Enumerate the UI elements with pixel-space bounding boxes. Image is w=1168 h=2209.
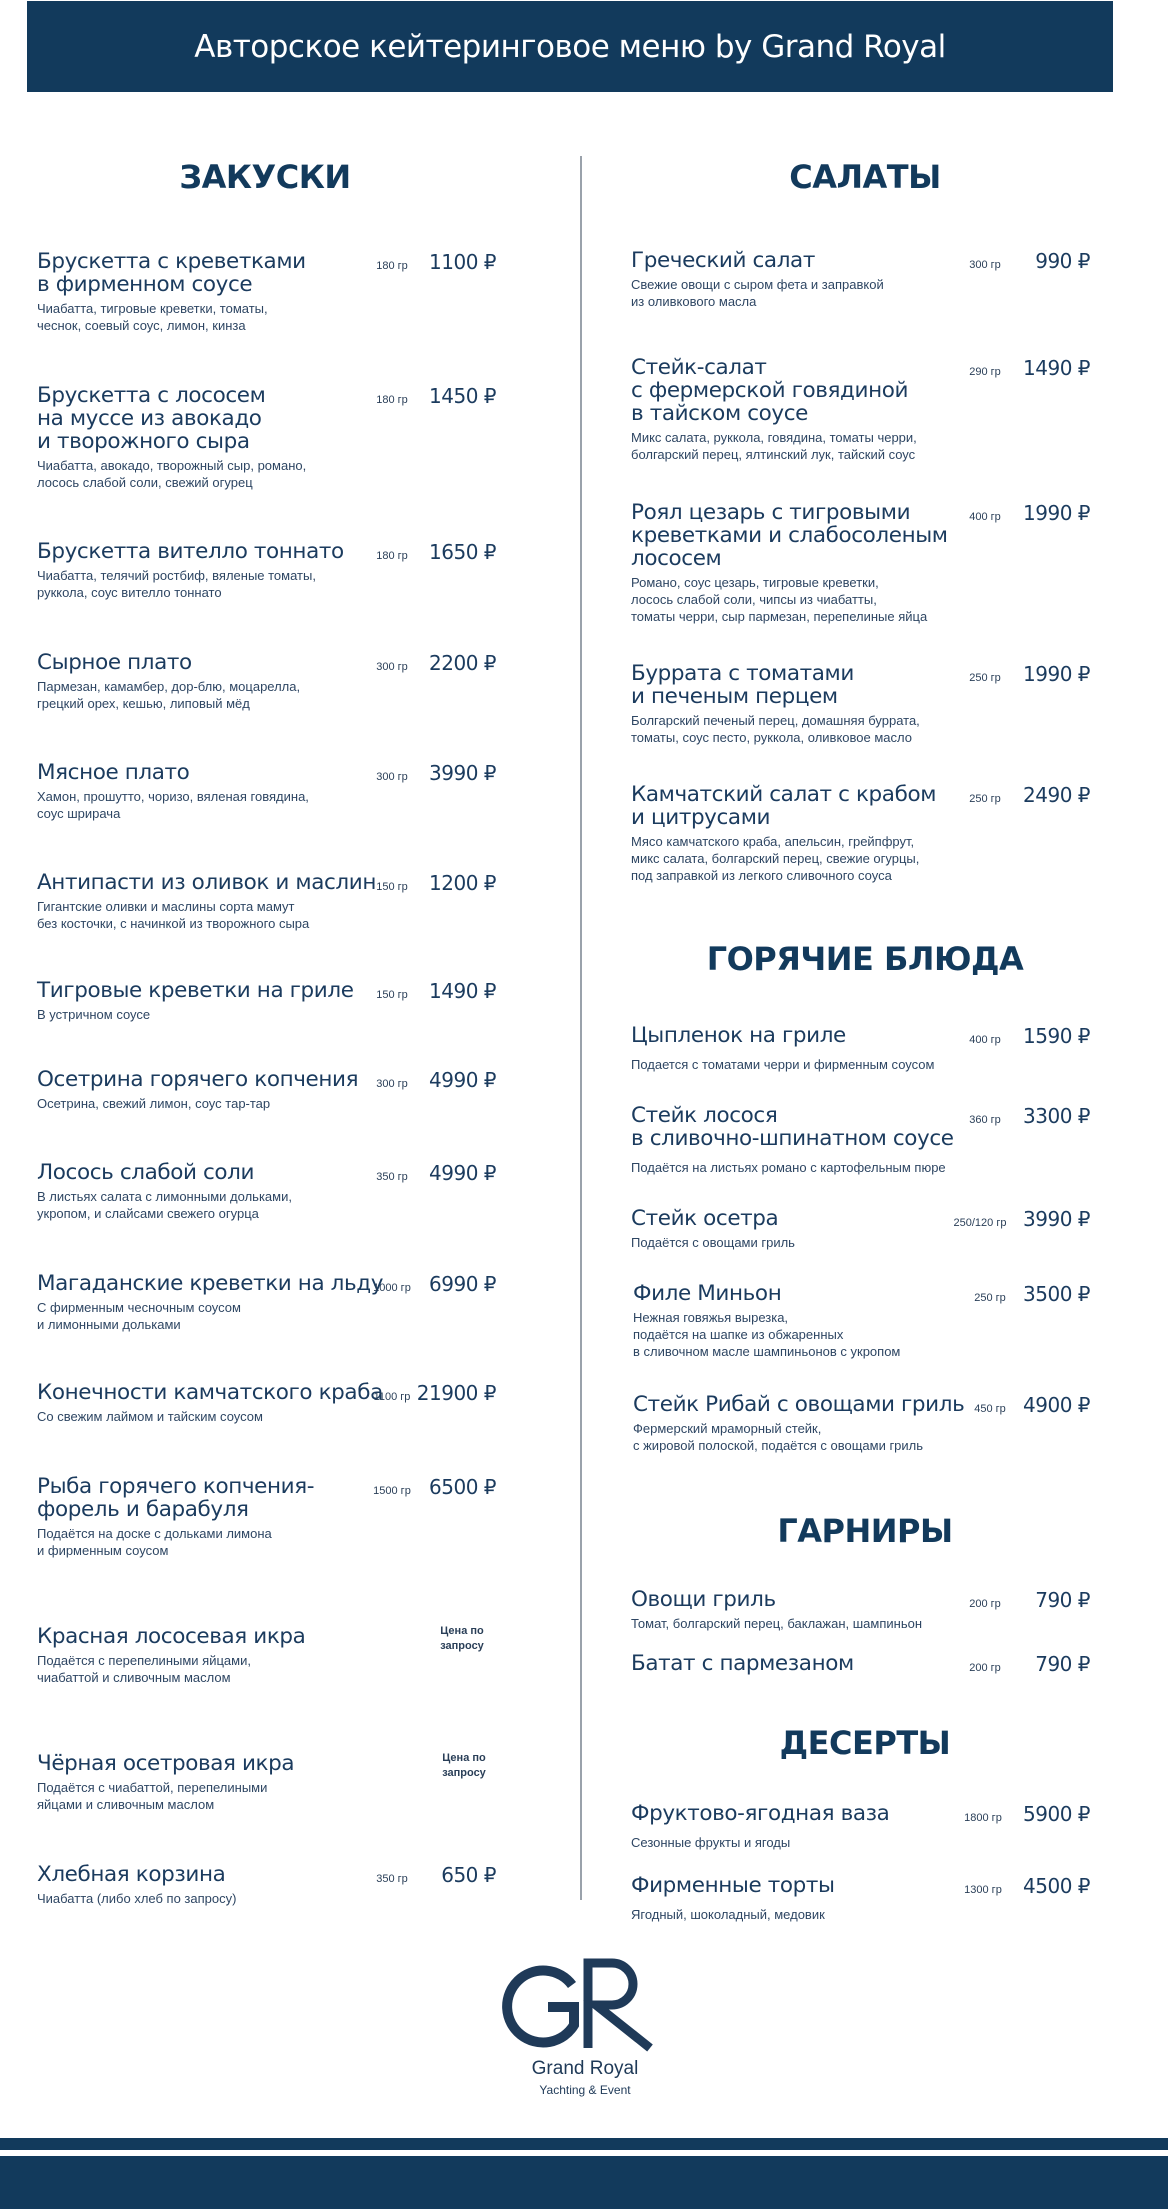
item-description: Чиабатта, тигровые креветки, томаты, чеснок, соевый соус, лимон, кинза <box>37 301 268 333</box>
item-weight: 350 гр <box>376 1171 408 1183</box>
grand-royal-logo <box>500 1955 670 2105</box>
item-name: Стейк осетра <box>631 1206 779 1231</box>
item-weight: 150 гр <box>376 989 408 1001</box>
item-name: Брускетта с лососем на муссе из авокадо и творожного сыра <box>37 383 266 454</box>
menu-item <box>631 249 884 310</box>
item-price: 6500 ₽ <box>429 1475 496 1499</box>
item-name: Роял цезарь с тигровыми креветками и слабосоленым лососем <box>631 500 948 571</box>
item-weight: 1300 гр <box>964 1884 1002 1896</box>
footer-stripe <box>0 2138 1168 2150</box>
item-price: 2490 ₽ <box>1023 783 1090 807</box>
item-name: Тигровые креветки на гриле <box>37 978 354 1003</box>
item-description: Микс салата, руккола, говядина, томаты черри, болгарский перец, ялтинский лук, тайский соус <box>631 430 917 462</box>
menu-item <box>631 1874 835 1923</box>
item-description: Подаётся на доске с дольками лимона и фирменным соусом <box>37 1526 272 1558</box>
item-weight: 150 гр <box>376 881 408 893</box>
item-weight: 300 гр <box>376 771 408 783</box>
item-description: Мясо камчатского краба, апельсин, грейпфрут, микс салата, болгарский перец, свежие огурцы, под заправкой из легкого сливочного соуса <box>631 834 920 883</box>
footer-band <box>0 2156 1168 2209</box>
item-weight: 1000 гр <box>373 1282 411 1294</box>
item-price: 1990 ₽ <box>1023 662 1090 686</box>
menu-item <box>37 1068 358 1112</box>
item-weight: 300 гр <box>376 1078 408 1090</box>
item-price: 3990 ₽ <box>429 761 496 785</box>
item-weight: 300 гр <box>376 661 408 673</box>
item-description: Чиабатта, авокадо, творожный сыр, романо, лосось слабой соли, свежий огурец <box>37 458 307 490</box>
item-weight: 250 гр <box>969 793 1001 805</box>
item-name: Мясное плато <box>37 760 190 785</box>
item-description: Романо, соус цезарь, тигровые креветки, лосось слабой соли, чипсы из чиабатты, томаты черри, сыр пармезан, перепелиные яйца <box>631 575 928 624</box>
item-price: 3300 ₽ <box>1023 1104 1090 1128</box>
item-price-on-request: Цена по запросу <box>442 1752 486 1779</box>
menu-item <box>631 1652 854 1675</box>
menu-item <box>631 1104 954 1176</box>
item-description: Подаётся с чиабаттой, перепелиными яйцами и сливочным маслом <box>37 1780 268 1812</box>
section-title-goryachie: ГОРЯЧИЕ БЛЮДА <box>706 940 1024 978</box>
menu-item <box>37 384 306 491</box>
item-description: Чиабатта, телячий ростбиф, вяленые томаты, руккола, соус вителло тоннато <box>37 568 316 600</box>
item-name: Антипасти из оливок и маслин <box>37 870 376 895</box>
item-price: 1200 ₽ <box>429 871 496 895</box>
item-price: 3500 ₽ <box>1023 1282 1090 1306</box>
item-weight: 290 гр <box>969 366 1001 378</box>
item-description: Гигантские оливки и маслины сорта мамут без косточки, с начинкой из творожного сыра <box>37 899 310 931</box>
menu-item <box>37 761 309 822</box>
menu-item <box>631 1802 889 1851</box>
menu-item <box>631 1588 922 1632</box>
item-description: Хамон, прошутто, чоризо, вяленая говядина, соус шрирача <box>37 789 309 821</box>
item-price: 4990 ₽ <box>429 1161 496 1185</box>
item-price: 1490 ₽ <box>1023 356 1090 380</box>
item-name: Батат с пармезаном <box>631 1651 854 1676</box>
item-description: Подаётся с овощами гриль <box>631 1235 795 1250</box>
item-weight: 400 гр <box>969 511 1001 523</box>
menu-item <box>37 871 376 932</box>
item-description: Томат, болгарский перец, баклажан, шампиньон <box>631 1616 923 1631</box>
item-price: 5900 ₽ <box>1023 1802 1090 1826</box>
item-price: 1450 ₽ <box>429 384 496 408</box>
item-name: Красная лососевая икра <box>37 1624 306 1649</box>
item-price: 650 ₽ <box>441 1863 496 1887</box>
item-name: Чёрная осетровая икра <box>37 1751 295 1776</box>
item-weight: 200 гр <box>969 1598 1001 1610</box>
menu-item <box>37 1625 305 1686</box>
item-price: 790 ₽ <box>1035 1588 1090 1612</box>
item-name: Магаданские креветки на льду <box>37 1271 384 1296</box>
menu-item <box>631 1207 795 1251</box>
menu-item <box>631 501 948 625</box>
item-price: 6990 ₽ <box>429 1272 496 1296</box>
item-weight: 1100 гр <box>373 1391 411 1403</box>
item-description: Сезонные фрукты и ягоды <box>631 1835 791 1850</box>
item-price: 21900 ₽ <box>416 1381 496 1405</box>
item-weight: 250 гр <box>969 672 1001 684</box>
item-name: Осетрина горячего копчения <box>37 1067 359 1092</box>
menu-item <box>631 783 936 884</box>
item-price: 1100 ₽ <box>429 250 496 274</box>
section-title-zakuski: ЗАКУСКИ <box>179 158 351 196</box>
item-name: Фирменные торты <box>631 1873 835 1898</box>
item-name: Овощи гриль <box>631 1587 776 1612</box>
item-name: Камчатский салат с крабом и цитрусами <box>631 782 937 830</box>
item-price: 1990 ₽ <box>1023 501 1090 525</box>
menu-item <box>631 1024 934 1073</box>
item-name: Лосось слабой соли <box>37 1160 255 1185</box>
page-title: Авторское кейтеринговое меню by Grand Royal <box>194 28 946 65</box>
item-weight: 180 гр <box>376 394 408 406</box>
item-weight: 1500 гр <box>373 1485 411 1497</box>
item-weight: 450 гр <box>974 1403 1006 1415</box>
menu-item <box>37 1161 292 1222</box>
item-description: Подается с томатами черри и фирменным соусом <box>631 1057 935 1072</box>
item-description: Болгарский печеный перец, домашняя буррата, томаты, соус песто, руккола, оливковое масло <box>631 713 920 745</box>
item-price: 4900 ₽ <box>1023 1393 1090 1417</box>
item-description: Фермерский мраморный стейк, с жировой полоской, подаётся с овощами гриль <box>633 1421 924 1453</box>
item-name: Стейк Рибай с овощами гриль <box>633 1392 965 1417</box>
item-weight: 350 гр <box>376 1873 408 1885</box>
item-weight: 400 гр <box>969 1034 1001 1046</box>
column-divider <box>580 156 582 1900</box>
item-name: Брускетта с креветками в фирменном соусе <box>37 249 306 297</box>
item-name: Филе Миньон <box>633 1281 782 1306</box>
item-name: Сырное плато <box>37 650 192 675</box>
item-weight: 250/120 гр <box>953 1217 1007 1229</box>
item-name: Стейк-салат с фермерской говядиной в тайском соусе <box>631 355 909 426</box>
item-description: В листьях салата с лимонными дольками, укропом, и слайсами свежего огурца <box>37 1189 292 1221</box>
menu-item <box>37 1475 314 1559</box>
menu-item <box>633 1282 900 1360</box>
item-price-on-request: Цена по запросу <box>440 1625 484 1652</box>
item-price: 1490 ₽ <box>429 979 496 1003</box>
item-weight: 1800 гр <box>964 1812 1002 1824</box>
item-weight: 200 гр <box>969 1662 1001 1674</box>
item-price: 1650 ₽ <box>429 540 496 564</box>
item-description: Со свежим лаймом и тайским соусом <box>37 1409 263 1424</box>
item-weight: 180 гр <box>376 550 408 562</box>
item-weight: 180 гр <box>376 260 408 272</box>
section-title-deserty: ДЕСЕРТЫ <box>779 1724 951 1762</box>
menu-item <box>631 662 920 746</box>
item-description: Ягодный, шоколадный, медовик <box>631 1907 825 1922</box>
menu-item <box>37 1381 383 1425</box>
item-description: Подаётся на листьях романо с картофельным пюре <box>631 1160 946 1175</box>
menu-item <box>37 979 354 1023</box>
item-name: Рыба горячего копчения- форель и барабуля <box>37 1474 315 1522</box>
menu-item <box>37 540 344 601</box>
menu-item <box>631 356 917 463</box>
logo-name: Grand Royal <box>531 2058 639 2079</box>
item-price: 4990 ₽ <box>429 1068 496 1092</box>
item-description: В устричном соусе <box>37 1007 151 1022</box>
item-description: Свежие овощи с сыром фета и заправкой из оливкового масла <box>631 277 884 309</box>
item-name: Хлебная корзина <box>37 1862 226 1887</box>
item-price: 790 ₽ <box>1035 1652 1090 1676</box>
item-description: Чиабатта (либо хлеб по запросу) <box>37 1891 237 1906</box>
menu-item <box>633 1393 964 1454</box>
item-name: Буррата с томатами и печеным перцем <box>631 661 854 709</box>
item-name: Брускетта вителло тоннато <box>37 539 344 564</box>
item-description: Осетрина, свежий лимон, соус тар-тар <box>37 1096 271 1111</box>
item-weight: 360 гр <box>969 1114 1001 1126</box>
item-description: Нежная говяжья вырезка, подаётся на шапке из обжаренных в сливочном масле шампиньонов с укропом <box>633 1310 901 1359</box>
gr-monogram-icon <box>500 1955 670 2055</box>
item-name: Фруктово-ягодная ваза <box>631 1801 890 1826</box>
logo-subtitle: Yachting & Event <box>539 2083 631 2097</box>
menu-item <box>37 1863 236 1907</box>
item-name: Стейк лосося в сливочно-шпинатном соусе <box>631 1103 954 1151</box>
section-title-garniry: ГАРНИРЫ <box>777 1512 953 1550</box>
item-name: Греческий салат <box>631 248 815 273</box>
item-price: 2200 ₽ <box>429 651 496 675</box>
item-description: Подаётся с перепелиными яйцами, чиабаттой и сливочным маслом <box>37 1653 251 1685</box>
item-price: 1590 ₽ <box>1023 1024 1090 1048</box>
menu-item <box>37 1272 383 1333</box>
item-description: С фирменным чесночным соусом и лимонными дольками <box>37 1300 241 1332</box>
menu-item <box>37 1752 294 1813</box>
item-weight: 250 гр <box>974 1292 1006 1304</box>
item-price: 990 ₽ <box>1035 249 1090 273</box>
menu-item <box>37 651 300 712</box>
menu-item <box>37 250 306 334</box>
item-price: 4500 ₽ <box>1023 1874 1090 1898</box>
item-name: Конечности камчатского краба <box>37 1380 383 1405</box>
section-title-salaty: САЛАТЫ <box>789 158 941 196</box>
item-price: 3990 ₽ <box>1023 1207 1090 1231</box>
item-weight: 300 гр <box>969 259 1001 271</box>
item-description: Пармезан, камамбер, дор-блю, моцарелла, грецкий орех, кешью, липовый мёд <box>37 679 301 711</box>
header-banner <box>27 1 1113 92</box>
item-name: Цыпленок на гриле <box>631 1023 846 1048</box>
